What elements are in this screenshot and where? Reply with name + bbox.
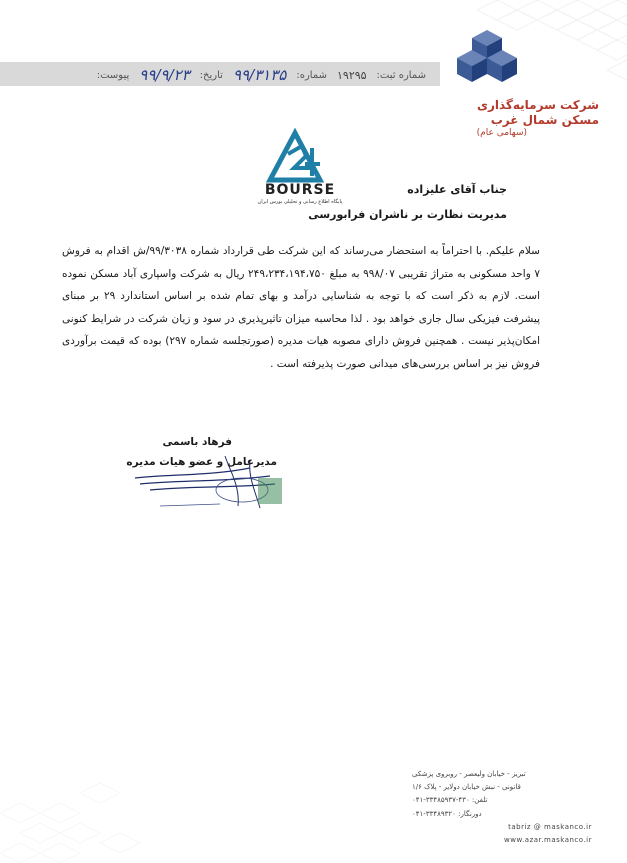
company-name: شرکت سرمایه‌گذاری مسکن شمال غرب — [476, 98, 599, 127]
letter-date: ۹۹/۹/۲۳ — [139, 66, 190, 84]
bourse-logo-subtitle: پایگاه اطلاع رسانی و تحلیلی بورس ایران — [257, 199, 343, 205]
footer-phone: تلفن: ۴۳۰-۳۳۴۸۵۹۳۷-۰۴۱ — [412, 796, 488, 805]
letter-number: ۹۹/۳۱۳۵ — [232, 66, 287, 84]
letter-body: سلام علیکم. با احتراماً به استحضار می‌رساند که این شرکت طی قرارداد شماره ۹۹/۳۰۳۸/ش اقدام به فروش ۷ واحد مسکونی به متراژ تقریبی ۹۹۸/۰۷ به مبلغ ۲۴۹،۲۳۴،۱۹۴،۷۵۰ ریال به شرکت واسپاری آباد مسکن نموده است. لازم به ذکر است که با توجه به شناسایی درآمد و بهای تمام شده بر اساس استاندارد ۲۹ بر مبنای پیشرفت فیزیکی سال جاری خواهد بود . لذا محاسبه میزان تاثیرپذیری در سود و زیان شرکت در شرایط کنونی امکان‌پذیر نیست . همچنین فروش دارای مصوبه هیات مدیره (صورتجلسه شماره ۲۹۷) بوده که قیمت برآوردی فروش نیز بر اساس بررسی‌های میدانی صورت پذیرفته است . — [62, 245, 541, 370]
bourse-logo-word: BOURSE — [264, 182, 336, 198]
letter-header-band — [0, 62, 440, 86]
company-type: (سهامی عام) — [476, 128, 527, 138]
company-logo-icon — [442, 30, 532, 92]
attachment-label: پیوست: — [96, 69, 130, 81]
addressee-name: جناب آقای علیزاده — [407, 183, 507, 196]
footer-email: tabriz @ maskanco.ir — [508, 822, 592, 831]
footer-fax: دورنگار: ۳۳۴۸۹۳۲۰-۰۴۱ — [412, 809, 482, 818]
letter-header-fields — [97, 66, 426, 84]
footer-contact — [412, 768, 592, 847]
footer-address-line1: تبریز - خیابان ولیعصر - روبروی پزشکی — [412, 770, 526, 778]
signature-and-stamp — [130, 446, 300, 526]
registration-number: ۱۹۲۹۵ — [337, 68, 367, 82]
addressee-department: مدیریت نظارت بر ناشران فرابورسی — [308, 208, 507, 221]
signatory-name: فرهاد باسمی — [162, 436, 232, 448]
cube-pattern-background-bottom — [0, 693, 260, 863]
date-label: تاریخ: — [199, 69, 223, 81]
signatory-title: مدیرعامل و عضو هیات مدیره — [126, 456, 277, 468]
registration-label: شماره ثبت: — [376, 69, 426, 81]
number-label: شماره: — [296, 69, 327, 81]
footer-address-line2: قانونی - نبش خیابان دولایر - پلاک ۱/۶ — [412, 783, 521, 792]
footer-website: www.azar.maskanco.ir — [504, 836, 592, 845]
